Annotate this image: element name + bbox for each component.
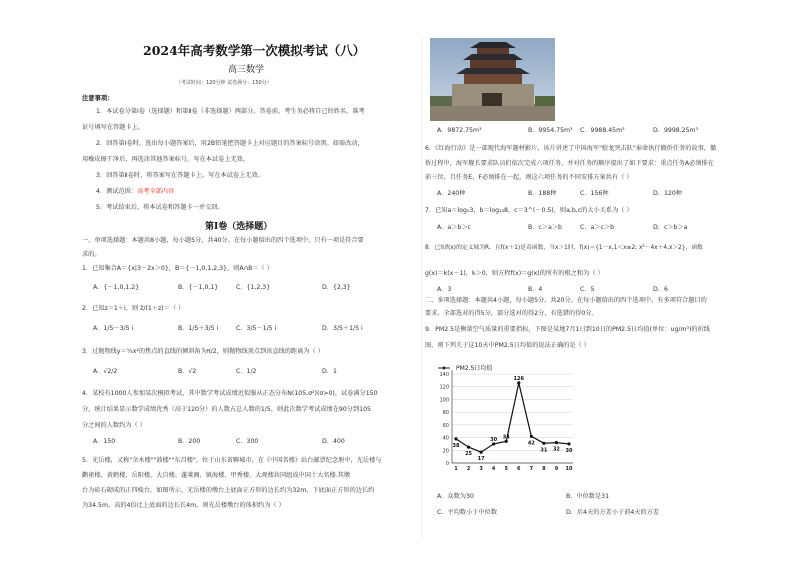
q6-option-d: D．120种: [653, 190, 682, 197]
y-tick-label: 120: [439, 384, 449, 391]
note-line: 证号填写在答题卡上。: [82, 124, 144, 131]
y-tick-label: 100: [439, 397, 449, 404]
q8-option-c: C．5: [580, 286, 595, 293]
data-label: 42: [527, 440, 535, 447]
q3-option-b: B．√2: [178, 368, 197, 375]
section-intro: 二、多项选择题：本题共4小题，每小题5分，共20分。在每小题给出的四个选项中，有多项符合题目的: [425, 297, 707, 304]
data-point: [542, 442, 545, 445]
pm25-line-chart: [430, 362, 578, 472]
q5-option-a: A．9872.75m³: [437, 127, 482, 134]
x-tick-label: 3: [479, 466, 483, 472]
page-title: 2024年高考数学第一次模拟考试（八）: [143, 43, 366, 58]
data-point: [555, 441, 558, 444]
chart-title: PM2.5日均值: [456, 365, 493, 372]
notes-heading: 注意事项：: [82, 95, 114, 102]
q8-option-a: A．3: [437, 286, 452, 293]
x-tick-label: 8: [542, 466, 546, 472]
series-line: [456, 383, 569, 452]
q3-option-a: A．√2/2: [93, 368, 118, 375]
question-5-stem: 鹳雀楼、黄鹤楼、岳阳楼、大自楼、蓬莱阁、镇海楼、甲秀楼、大观楼共同组成中国十大名楼.其墩: [82, 472, 351, 479]
q5-option-d: D．9998.25m³: [653, 127, 699, 134]
y-tick-label: 40: [442, 435, 449, 442]
y-tick-label: 20: [442, 448, 449, 455]
question-4-stem: 4．某校有1000人参加某次模拟考试，其中数学考试成绩近似服从正态分布N(105,σ²)(σ>0)，试卷满分150: [82, 390, 378, 397]
x-tick-label: 9: [554, 466, 559, 472]
question-5-stem: 为34.5m，高的4倍比上底面的边长长4m，则光岳楼墩台的体积约为（ ）: [82, 502, 285, 509]
q4-option-a: A．150: [93, 438, 116, 445]
q6-option-b: B．188种: [528, 190, 557, 197]
y-tick-label: 140: [439, 372, 449, 378]
q5-option-c: C．9988.45m³: [580, 127, 625, 134]
tower-photo: [430, 38, 555, 121]
scope-value: 高考全部内容: [137, 188, 175, 195]
x-tick-label: 4: [491, 466, 496, 472]
legend-marker: [443, 367, 446, 370]
question-6-stem: 6．《红海行动》是一部现代海军题材影片，该片讲述了中国海军"蛟龙突击队"奉命执行撤侨任务的故事，撤: [425, 145, 717, 152]
q7-option-a: A．a＞b＞c: [437, 224, 471, 231]
q1-option-c: C．{1,2,3}: [236, 284, 271, 291]
question-9-stem: 图，则下列关于这10天中PM2.5日均值的说法正确的是（ ）: [425, 342, 590, 349]
section-intro: 一、单项选择题：本题共8小题，每小题5分，共40分。在每小题给出的四个选项中，只有一项是符合要: [82, 237, 364, 244]
q1-option-a: A．{－1,0,1,2}: [93, 284, 140, 291]
question-5-stem: 5．光岳楼，又称"余木楼""鼓楼""东昌楼"，位于山东省聊城市，在《中国名楼》站台邮票纪念册中，光岳楼与: [82, 457, 382, 464]
q9-option-d: D．后4天的方差小于前4天的方差: [566, 509, 660, 516]
data-label: 126: [513, 375, 524, 382]
q9-option-a: A．众数为30: [437, 493, 474, 500]
question-6-stem: 侨过程中，海军舰长要求队员们依次完成六项任务，并对任务的顺序提出了如下要求：重点任务A必须排在: [425, 160, 714, 167]
x-tick-label: 10: [565, 466, 573, 472]
q9-option-b: B．中位数是31: [566, 493, 610, 500]
q6-option-a: A．240种: [437, 190, 466, 197]
q6-option-c: C．156种: [580, 190, 609, 197]
question-3-stem: 3．过抛物线y＝¼x²的焦点的直线的倾斜角为π/2，则抛物线顶点到该直线的距离为（ ）: [82, 348, 324, 355]
data-label: 30: [565, 447, 573, 454]
x-tick-label: 1: [454, 466, 458, 472]
x-tick-label: 6: [517, 466, 521, 472]
q1-option-d: D．{2,3}: [322, 284, 351, 291]
q8-option-b: B．4: [528, 286, 543, 293]
note-line: 用橡皮擦干净后，再选涂其他答案标号。写在本试卷上无效。: [82, 156, 250, 163]
y-tick-label: 60: [442, 422, 449, 429]
data-label: 30: [490, 436, 498, 443]
column-divider: [421, 38, 422, 538]
data-label: 25: [465, 451, 473, 458]
q4-option-b: B．200: [178, 438, 201, 445]
question-9-stem: 9．PM2.5是衡量空气质量的重要指标，下图是某地7月1日到10日的PM2.5日均值(单位：ug/m³)的折线: [425, 326, 710, 333]
question-4-stem: 分，统计结果显示数学成绩优秀（高于120分）的人数占总人数的1/5，则此次数学考试成绩在90分到105: [82, 406, 371, 413]
note-line: 2．回答第Ⅰ卷时，选出每小题答案后，用2B铅笔把答题卡上对应题目的答案标号涂黑。如需改动，: [96, 140, 364, 147]
note-scope: [96, 188, 174, 196]
q2-option-d: D．3/5＋1/5 i: [322, 325, 363, 332]
question-4-stem: 分之间的人数约为（ ）: [82, 422, 146, 429]
q3-option-d: D．1: [322, 368, 337, 375]
data-point: [480, 451, 483, 454]
exam-info: （考试时间：120分钟 试卷满分：150分）: [176, 80, 272, 86]
data-point: [454, 437, 457, 440]
note-line: 1．本试卷分第Ⅰ卷（选择题）和第Ⅱ卷（非选择题）两部分。答卷前，考生务必将自己的姓名、准考: [96, 108, 365, 115]
q4-option-d: D．400: [322, 438, 345, 445]
y-tick-label: 0: [445, 461, 449, 467]
data-label: 34: [502, 434, 510, 441]
question-2-stem: 2．已知z＝1＋i，则 z̄/(1＋z)＝（ ）: [82, 305, 185, 312]
question-7-stem: 7．已知a＝log₅3，b＝log₁₃8，c＝3^(－0.5)，则a,b,c的大小关系为（ ）: [425, 207, 633, 214]
y-tick-label: 80: [442, 410, 449, 417]
scope-label: 4．测试范围：: [96, 188, 138, 195]
question-1-stem: 1．已知集合A＝{x|3－2x＞0}，B＝{－1,0,1,2,3}，则A∩B＝（ ）: [82, 265, 273, 272]
q1-option-b: B．{－1,0,1}: [178, 284, 219, 291]
question-8-stem: g(x)＝k(x－1)，k＞0，则方程f(x)＝g(x)的所有的根之和为（ ）: [425, 270, 604, 277]
note-line: 3．回答第Ⅱ卷时，将答案写在答题卡上。写在本试卷上无效。: [96, 172, 264, 179]
q5-option-b: B．9954.75m³: [528, 127, 573, 134]
page-subtitle: 高三数学: [228, 65, 265, 75]
x-tick-label: 7: [529, 466, 534, 472]
data-point: [530, 435, 533, 438]
data-label: 17: [477, 456, 485, 463]
note-line: 5．考试结束后，将本试卷和答题卡一并交回。: [96, 204, 224, 211]
q7-option-d: D．c＞b＞a: [653, 224, 688, 231]
q3-option-c: C．1/2: [236, 368, 257, 375]
section-title: 第Ⅰ卷（选择题）: [205, 222, 273, 232]
question-8-stem: 8．已知f(x)的定义域为R，且f(x＋1)是奇函数，当x＞1时，f(x)＝{1－x,1＜x≤2; x²－4x＋4,x＞2}，函数: [425, 245, 703, 251]
q2-option-b: B．1/5＋3/5 i: [178, 325, 219, 332]
x-tick-label: 2: [466, 466, 471, 472]
x-tick-label: 5: [504, 466, 508, 472]
q2-option-c: C．3/5－1/5 i: [236, 325, 277, 332]
question-6-stem: 前三位，且任务E、F必须排在一起，则这六项任务的不同安排方案共有（ ）: [425, 174, 633, 181]
q2-option-a: A．1/5－3/5 i: [93, 325, 134, 332]
data-point: [567, 442, 570, 445]
section-intro: 要求。全部选对的得5分，部分选对的得2分，有选错的得0分。: [425, 310, 598, 317]
q4-option-c: C．300: [236, 438, 259, 445]
section-intro: 求的。: [82, 251, 101, 258]
data-label: 38: [452, 442, 460, 449]
q7-option-b: B．c＞a＞b: [528, 224, 562, 231]
data-label: 32: [552, 446, 560, 453]
q7-option-c: C．a＞c＞b: [580, 224, 615, 231]
q9-option-c: C．平均数小于中位数: [437, 509, 498, 516]
data-point: [467, 446, 470, 449]
q8-option-d: D．6: [653, 286, 668, 293]
question-5-stem: 台为砖石砌成的正四棱台，如图所示，光岳楼的墩台上底面正方形的边长约为32m，下底面正方形的边长约: [82, 487, 375, 494]
data-label: 31: [540, 447, 548, 454]
